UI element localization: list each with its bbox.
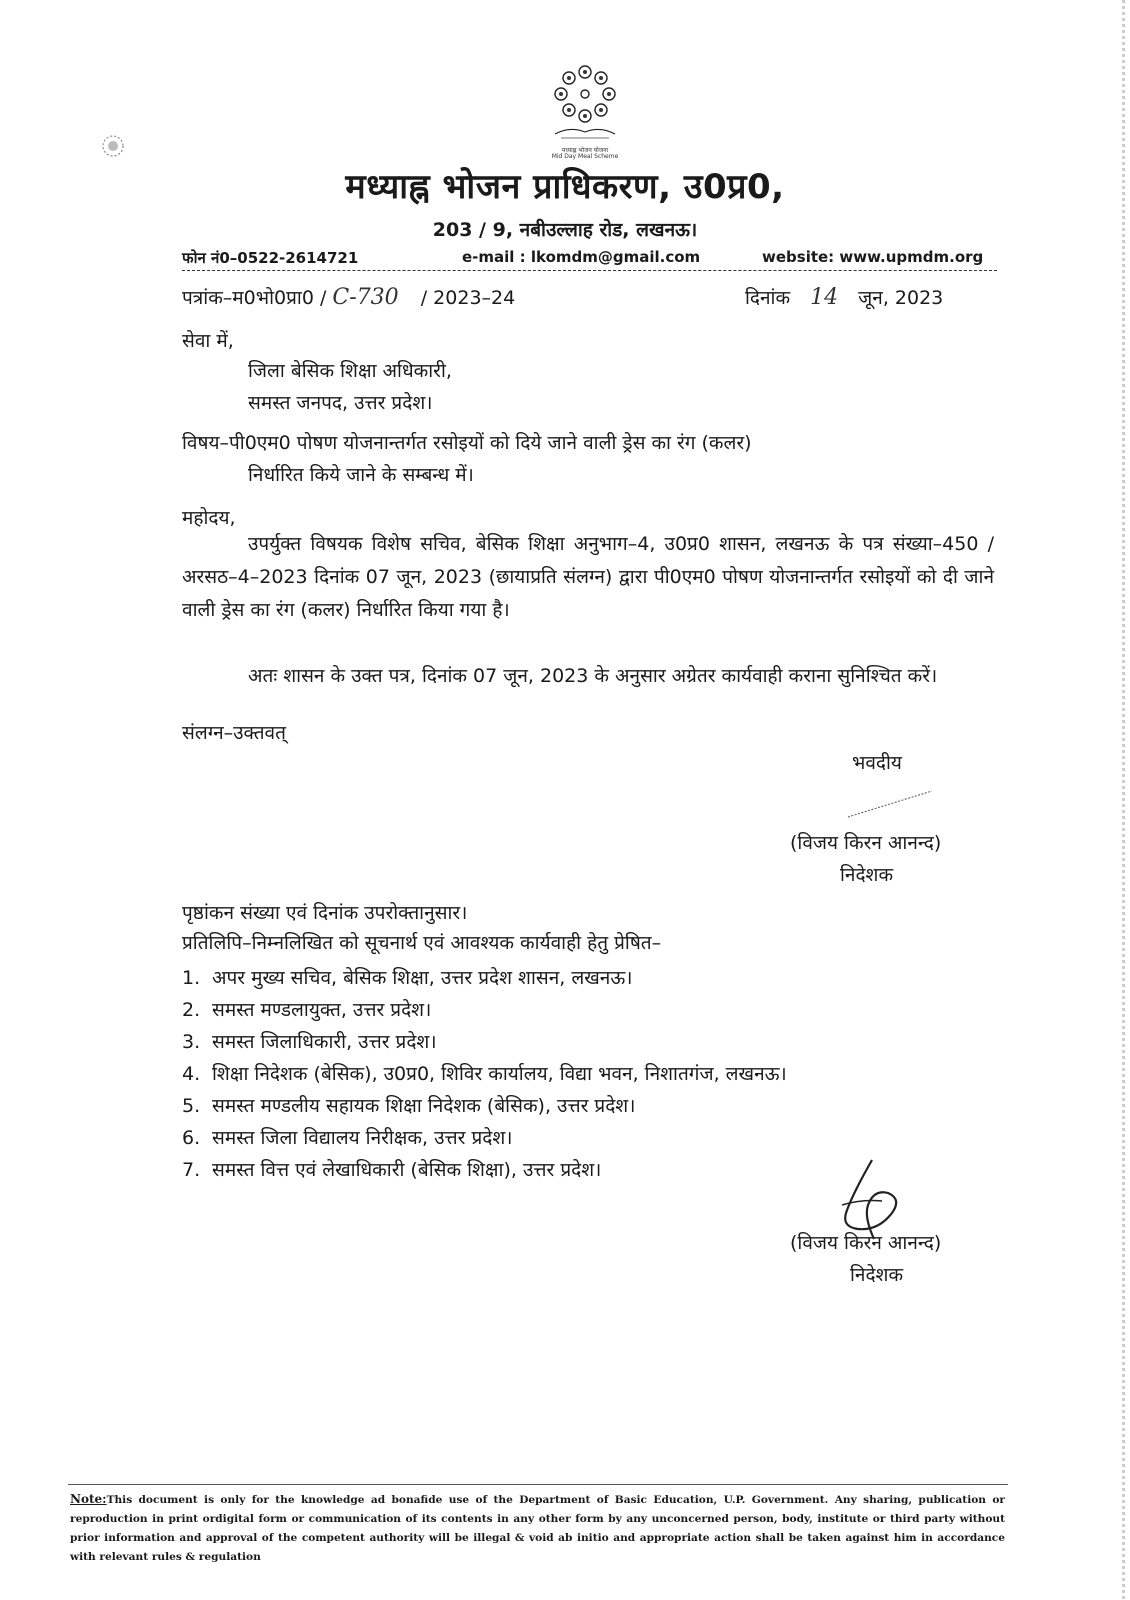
salutation: सेवा में, [182,330,234,352]
body-paragraph-1: उपर्युक्त विषयक विशेष सचिव, बेसिक शिक्षा अनुभाग–4, उ0प्र0 शासन, लखनऊ के पत्र संख्या–450 / अरसठ–4–2023 दिनांक 07 जून, 2023 (छायाप्रति संलग्न) द्वारा पी0एम0 पोषण योजनान्तर्गत रसोइयों को दी जाने वाली ड्रेस का रंग (कलर) निर्धारित किया गया है। [182,533,994,621]
copy-recipient-item [182,1154,787,1186]
copy-recipient-number: 6. [182,1127,201,1149]
subject-line-2: निर्धारित किये जाने के सम्बन्ध में। [248,464,474,486]
signatory-designation-2: निदेशक [850,1264,904,1286]
greeting: महोदय, [182,507,236,529]
phone-number: फोन नं0–0522-2614721 [182,249,359,267]
email-address: e-mail : lkomdm@gmail.com [462,248,701,266]
logo-caption-english: Mid Day Meal Scheme [551,153,619,160]
copy-recipient-text: समस्त मण्डलायुक्त, उत्तर प्रदेश। [212,999,432,1021]
header-divider [182,270,997,271]
copy-recipient-number: 3. [182,1031,201,1053]
footer-note-text: This document is only for the knowledge ad bonafide use of the Department of Basic Education, U.P. Government. Any sharing, publication or reproduction in print ordigital form or communication of its contents in any other form by any unconcerned person, body, institute or third party without prior information and approval of the competent authority will be illegal & void ab initio and appropriate action shall be taken against him in accordance with relevant rules & regulation [70,1494,1005,1563]
copy-recipient-item [182,1026,787,1058]
copy-recipient-number: 5. [182,1095,201,1117]
date-day: 14 [810,285,839,310]
copy-recipient-item [182,1090,787,1122]
body-paragraph-2: अतः शासन के उक्त पत्र, दिनांक 07 जून, 2023 के अनुसार अग्रेतर कार्यवाही कराना सुनिश्चित करें। [248,665,938,687]
reference-line [182,285,515,311]
date-month-year: जून, 2023 [858,287,944,309]
scan-edge-mark [1122,0,1125,1600]
enclosure-note: संलग्न–उक्तवत् [182,722,286,744]
copy-recipient-number: 1. [182,967,201,989]
reference-year: / 2023–24 [420,287,516,309]
copy-recipient-item [182,962,787,994]
signatory-designation: निदेशक [840,864,894,886]
copy-recipient-list [182,962,787,1186]
organization-name: मध्याह्न भोजन प्राधिकरण, उ0प्र0, [345,167,785,207]
signatory-name-2: (विजय किरन आनन्द) [790,1232,942,1254]
closing-yours-faithfully: भवदीय [852,752,902,774]
copy-recipient-number: 7. [182,1159,201,1181]
copy-recipient-item [182,994,787,1026]
copy-recipient-text: समस्त जिला विद्यालय निरीक्षक, उत्तर प्रदेश। [212,1127,513,1149]
footer-disclaimer [70,1490,1005,1567]
date-label: दिनांक [745,287,791,309]
logo-caption-hindi: मध्याह्न भोजन योजना [561,147,609,154]
organization-address: 203 / 9, नबीउल्लाह रोड, लखनऊ। [432,219,698,241]
copy-recipient-text: समस्त वित्त एवं लेखाधिकारी (बेसिक शिक्षा), उत्तर प्रदेश। [212,1159,602,1181]
reference-number: C-730 [332,285,399,310]
recipient-line-2: समस्त जनपद, उत्तर प्रदेश। [248,392,433,414]
website-address: website: www.upmdm.org [762,248,984,266]
footer-note-label: Note: [70,1492,107,1506]
copy-recipient-number: 4. [182,1063,201,1085]
copy-recipient-number: 2. [182,999,201,1021]
endorsement-line-1: पृष्ठांकन संख्या एवं दिनांक उपरोक्तानुसार। [182,902,468,924]
recipient-line-1: जिला बेसिक शिक्षा अधिकारी, [248,360,452,382]
letter-date [745,285,943,311]
copy-recipient-text: समस्त जिलाधिकारी, उत्तर प्रदेश। [212,1031,437,1053]
copy-recipient-item [182,1058,787,1090]
copy-recipient-text: समस्त मण्डलीय सहायक शिक्षा निदेशक (बेसिक), उत्तर प्रदेश। [212,1095,636,1117]
subject-line-1: विषय–पी0एम0 पोषण योजनान्तर्गत रसोइयों को दिये जाने वाली ड्रेस का रंग (कलर) [182,432,752,454]
footer-divider [68,1484,1008,1485]
reference-prefix: पत्रांक–म0भो0प्रा0 / [182,287,327,309]
copy-recipient-text: शिक्षा निदेशक (बेसिक), उ0प्र0, शिविर कार्यालय, विद्या भवन, निशातगंज, लखनऊ। [212,1063,787,1085]
endorsement-line-2: प्रतिलिपि–निम्नलिखित को सूचनार्थ एवं आवश्यक कार्यवाही हेतु प्रेषित– [182,932,662,954]
copy-recipient-item [182,1122,787,1154]
copy-recipient-text: अपर मुख्य सचिव, बेसिक शिक्षा, उत्तर प्रदेश शासन, लखनऊ। [212,967,633,989]
signatory-name: (विजय किरन आनन्द) [790,832,942,854]
initial-signature-icon [840,785,940,821]
punch-hole-mark-icon [100,133,126,159]
